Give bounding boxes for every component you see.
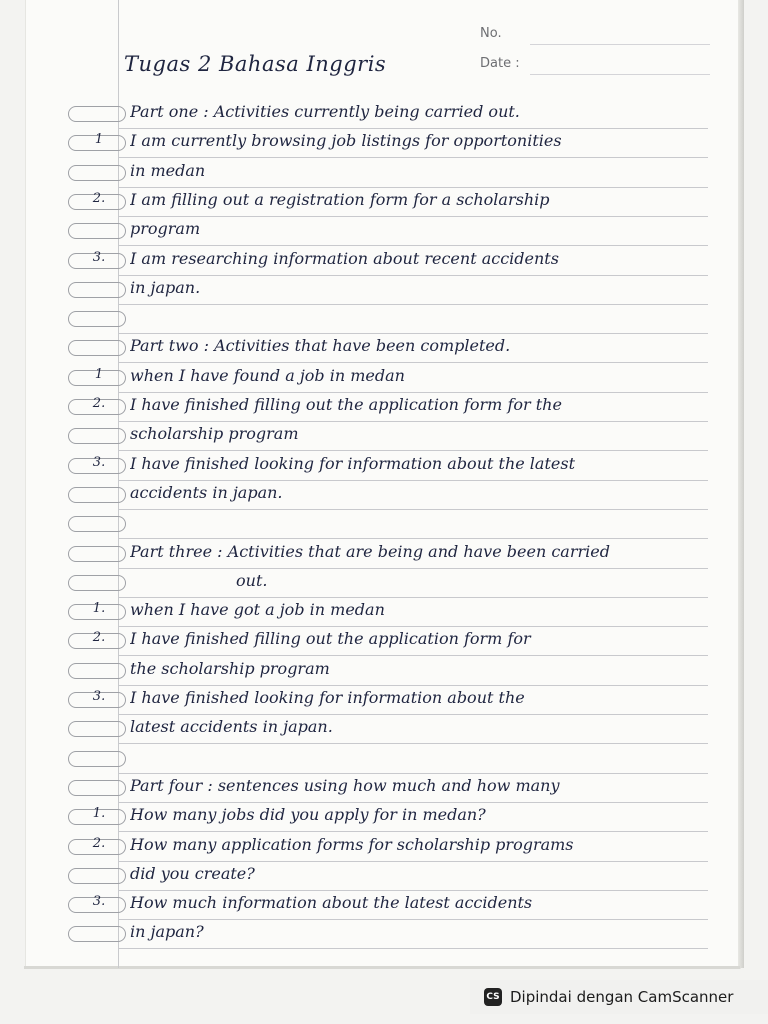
line-number: 2. bbox=[92, 630, 106, 646]
line-number-slot bbox=[68, 428, 126, 444]
notebook-line bbox=[26, 188, 740, 217]
camscanner-watermark bbox=[470, 980, 768, 1014]
ruled-line bbox=[118, 948, 708, 949]
line-text: I am currently browsing job listings for opportonities bbox=[130, 131, 562, 151]
line-number: 1. bbox=[92, 601, 106, 617]
line-text: How much information about the latest accidents bbox=[130, 893, 533, 913]
line-text: when I have got a job in medan bbox=[130, 600, 385, 620]
page-title: Tugas 2 Bahasa Inggris bbox=[124, 52, 387, 76]
notebook-line bbox=[26, 422, 740, 451]
line-number-slot bbox=[68, 165, 126, 181]
line-text: I am filling out a registration form for a scholarship bbox=[130, 189, 550, 209]
notebook-line bbox=[26, 393, 740, 422]
line-number-slot bbox=[68, 868, 126, 884]
line-number-slot bbox=[68, 487, 126, 503]
no-label: No. bbox=[480, 26, 502, 41]
notebook-line bbox=[26, 920, 740, 949]
notebook-line bbox=[26, 833, 740, 862]
notebook-line bbox=[26, 510, 740, 539]
line-number-slot bbox=[68, 311, 126, 327]
line-text: program bbox=[130, 219, 201, 239]
no-line bbox=[530, 44, 710, 45]
line-text: I have finished looking for information about the latest bbox=[130, 453, 575, 473]
line-number: 3. bbox=[92, 249, 106, 265]
line-text: scholarship program bbox=[130, 424, 299, 444]
notebook-line bbox=[26, 305, 740, 334]
line-text: did you create? bbox=[130, 863, 255, 883]
line-number: 3. bbox=[92, 454, 106, 470]
line-text: in japan. bbox=[130, 277, 201, 297]
notebook-line bbox=[26, 803, 740, 832]
notebook-line bbox=[26, 159, 740, 188]
line-number-slot bbox=[68, 282, 126, 298]
line-text: when I have found a job in medan bbox=[130, 365, 405, 385]
notebook-line bbox=[26, 452, 740, 481]
notebook-line bbox=[26, 217, 740, 246]
line-number-slot bbox=[68, 223, 126, 239]
notebook-line bbox=[26, 334, 740, 363]
notebook-line bbox=[26, 657, 740, 686]
line-number: 3. bbox=[92, 894, 106, 910]
page-bottom-edge bbox=[24, 966, 740, 969]
line-number: 2. bbox=[92, 835, 106, 851]
date-label: Date : bbox=[480, 56, 520, 71]
line-text: I have finished filling out the application form for the bbox=[130, 395, 562, 414]
notebook-line bbox=[26, 891, 740, 920]
line-text: I have finished filling out the application form for bbox=[130, 629, 531, 649]
line-number: 3. bbox=[92, 689, 106, 704]
line-text: in medan bbox=[130, 160, 206, 180]
line-number-slot bbox=[68, 546, 126, 562]
notebook-line bbox=[26, 364, 740, 393]
line-text: I have finished looking for information about the bbox=[130, 688, 525, 707]
line-number: 2. bbox=[92, 396, 106, 411]
line-text: Part two : Activities that have been completed. bbox=[130, 336, 511, 356]
line-text: Part four : sentences using how much and how many bbox=[130, 775, 560, 795]
line-number: 1 bbox=[94, 366, 104, 382]
line-number-slot bbox=[68, 663, 126, 679]
notebook-line bbox=[26, 774, 740, 803]
line-number-slot bbox=[68, 575, 126, 591]
line-number-slot bbox=[68, 516, 126, 532]
notebook-line bbox=[26, 247, 740, 276]
notebook-line bbox=[26, 540, 740, 569]
notebook-line bbox=[26, 129, 740, 158]
camscanner-icon: CS bbox=[484, 988, 502, 1006]
line-text: out. bbox=[236, 570, 268, 590]
line-number-slot bbox=[68, 721, 126, 737]
notebook-line bbox=[26, 627, 740, 656]
line-number-slot bbox=[68, 926, 126, 942]
notebook-line bbox=[26, 686, 740, 715]
line-number: 2. bbox=[92, 190, 106, 206]
line-text: accidents in japan. bbox=[130, 482, 283, 502]
line-text: Part three : Activities that are being and have been carried bbox=[130, 541, 610, 561]
line-number-slot bbox=[68, 106, 126, 122]
notebook-line bbox=[26, 481, 740, 510]
notebook-line bbox=[26, 598, 740, 627]
notebook-line bbox=[26, 862, 740, 891]
line-number-slot bbox=[68, 340, 126, 356]
notebook-line bbox=[26, 100, 740, 129]
line-text: Part one : Activities currently being carried out. bbox=[130, 102, 520, 121]
line-text: in japan? bbox=[130, 922, 204, 942]
notebook-line bbox=[26, 745, 740, 774]
line-text: I am researching information about recent accidents bbox=[130, 248, 559, 268]
line-number-slot bbox=[68, 751, 126, 767]
notebook-line bbox=[26, 569, 740, 598]
notebook-line bbox=[26, 715, 740, 744]
line-text: How many application forms for scholarship programs bbox=[130, 834, 574, 854]
line-text: latest accidents in japan. bbox=[130, 717, 333, 737]
line-number: 1 bbox=[94, 132, 104, 148]
line-number-slot bbox=[68, 780, 126, 796]
line-text: the scholarship program bbox=[130, 658, 330, 678]
line-text: How many jobs did you apply for in medan? bbox=[130, 805, 486, 825]
line-number: 1. bbox=[92, 806, 106, 822]
date-line bbox=[530, 74, 710, 75]
watermark-text: Dipindai dengan CamScanner bbox=[510, 988, 734, 1006]
notebook-line bbox=[26, 276, 740, 305]
